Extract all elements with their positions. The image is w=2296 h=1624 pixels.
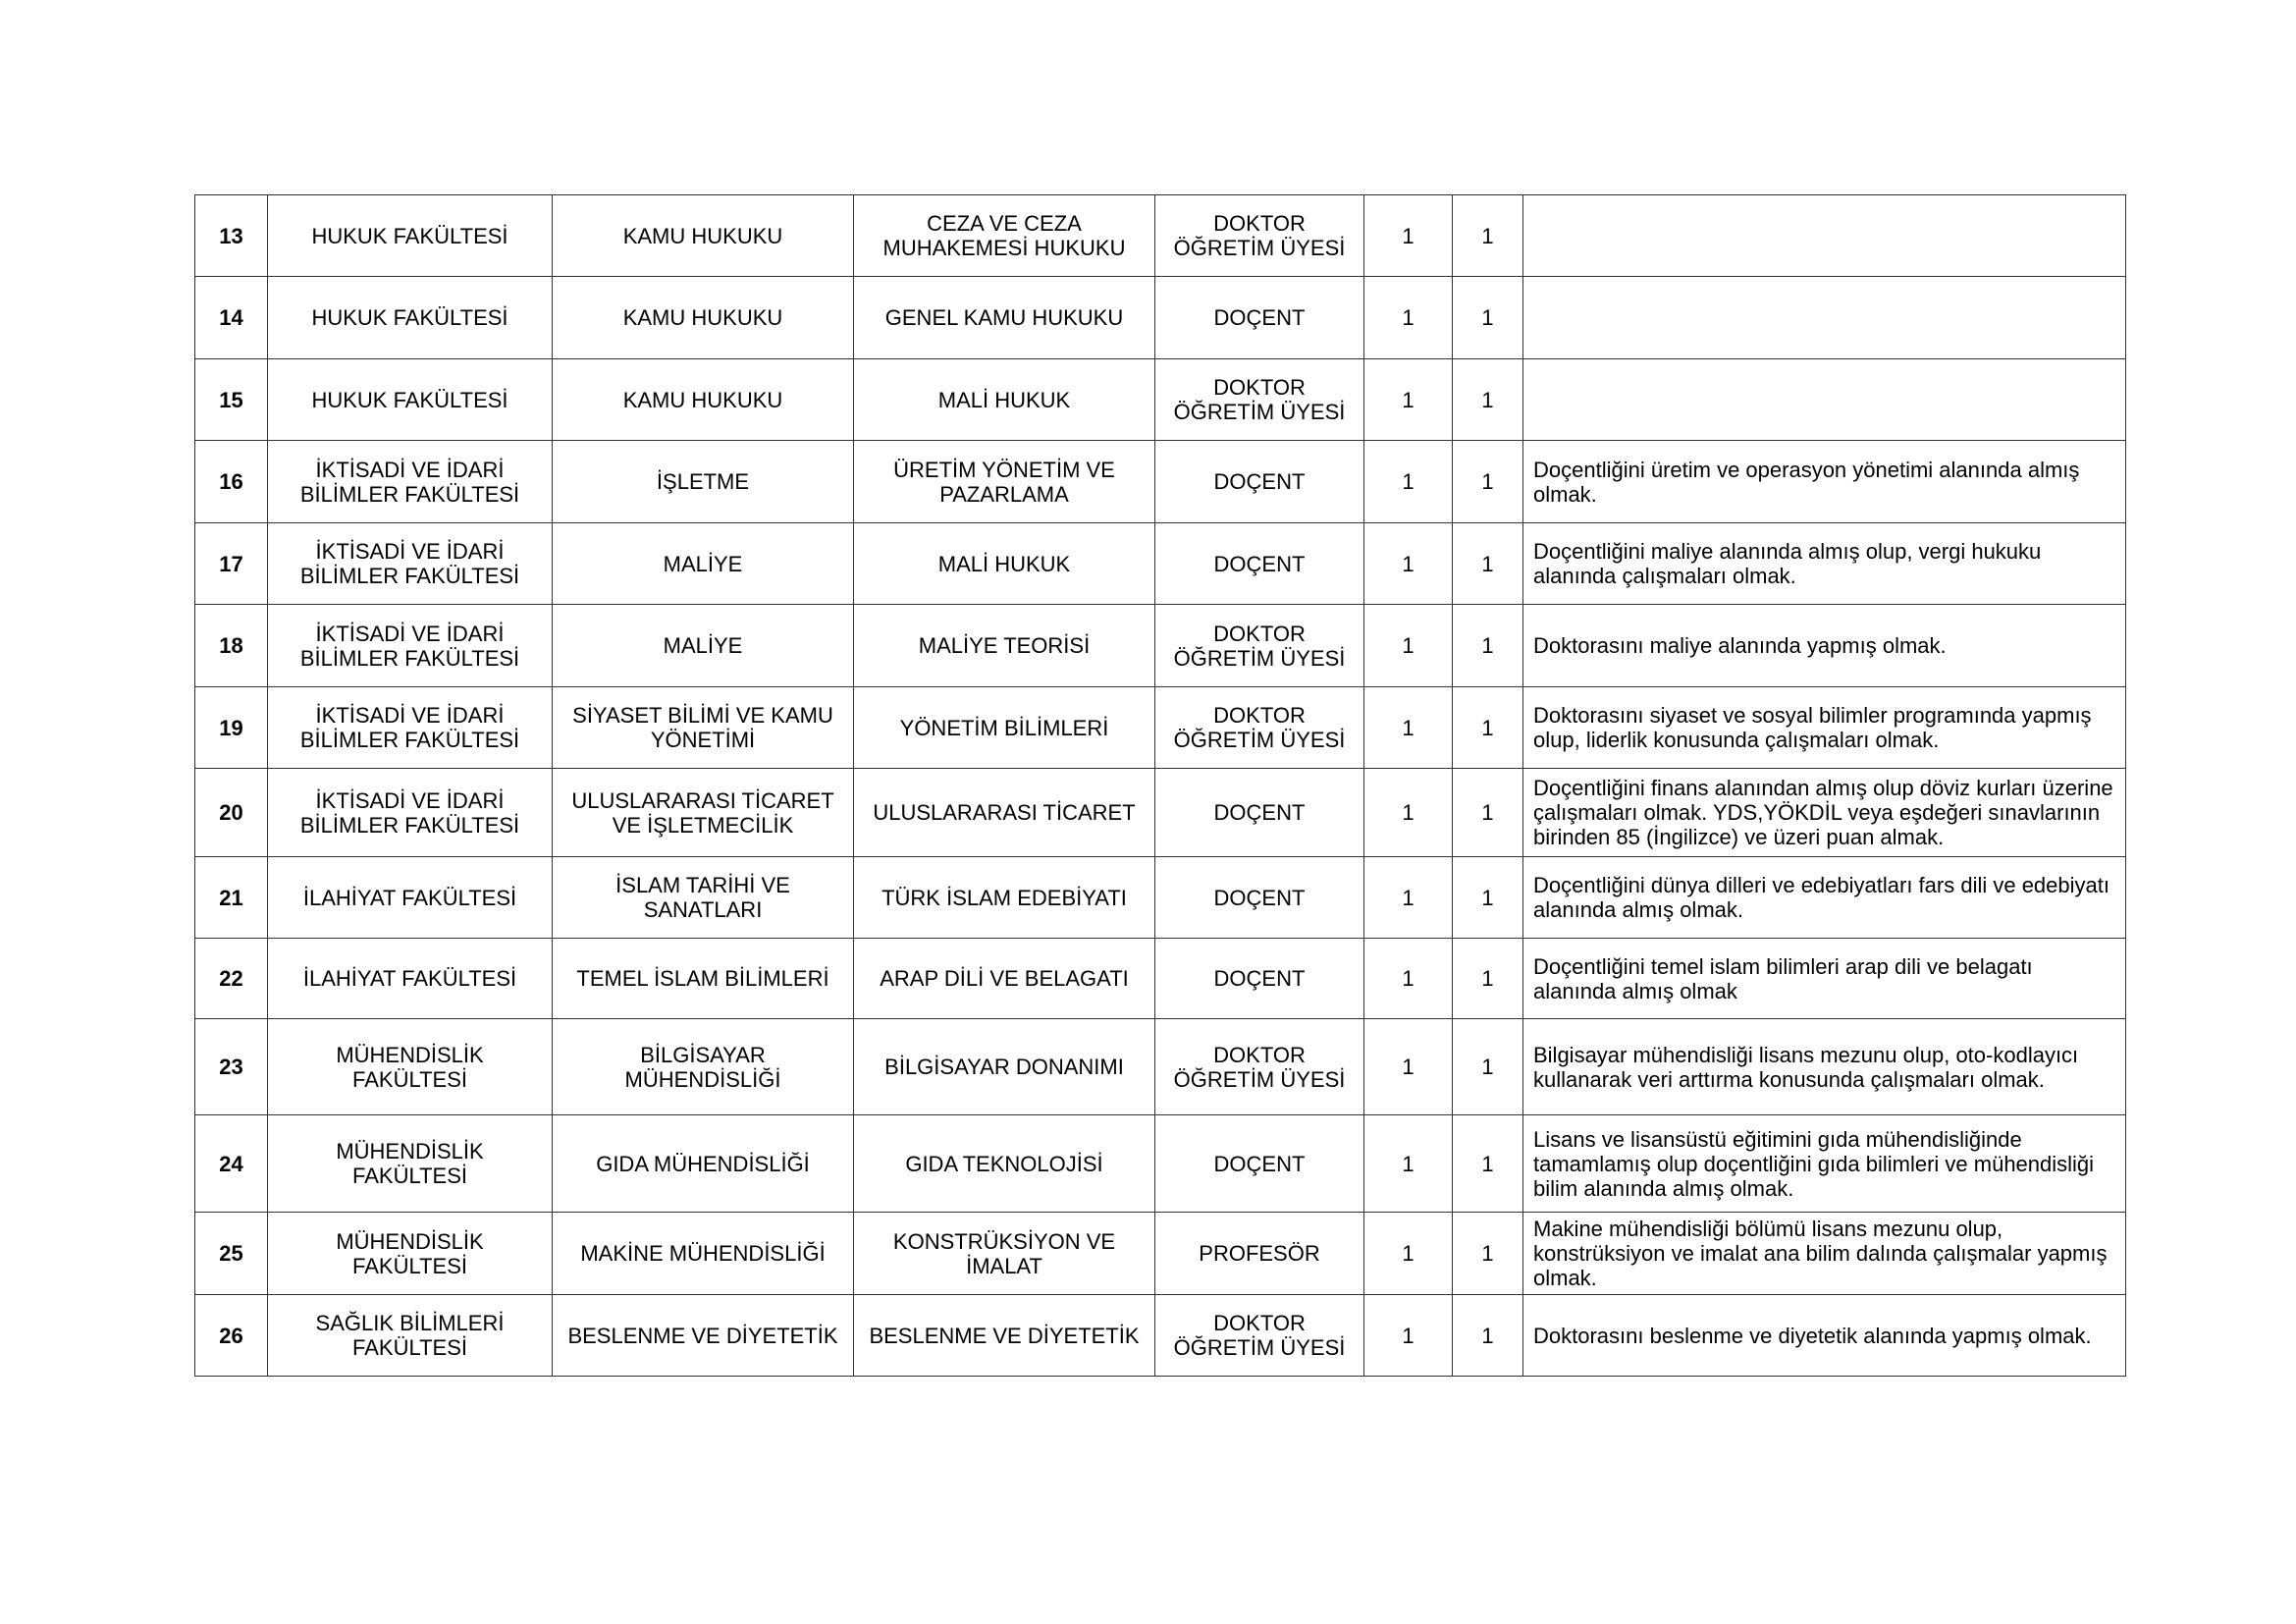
faculty-cell: SAĞLIK BİLİMLERİ FAKÜLTESİ xyxy=(268,1295,553,1377)
field-cell: ULUSLARARASI TİCARET xyxy=(854,769,1155,857)
department-cell: SİYASET BİLİMİ VE KAMU YÖNETİMİ xyxy=(553,687,854,769)
table-row xyxy=(195,1019,2126,1115)
row-number: 20 xyxy=(195,769,268,857)
field-cell: MALİYE TEORİSİ xyxy=(854,605,1155,687)
academic-title-cell: DOKTOR ÖĞRETİM ÜYESİ xyxy=(1155,1019,1364,1115)
requirements-cell xyxy=(1523,359,2126,441)
field-cell: GENEL KAMU HUKUKU xyxy=(854,277,1155,359)
quota-cell: 1 xyxy=(1453,857,1523,939)
quota-cell: 1 xyxy=(1453,939,1523,1019)
row-number: 16 xyxy=(195,441,268,523)
table-row xyxy=(195,1213,2126,1295)
position-count-cell: 1 xyxy=(1364,1295,1453,1377)
staff-positions-table xyxy=(194,194,2126,1377)
quota-cell: 1 xyxy=(1453,1019,1523,1115)
department-cell: BESLENME VE DİYETETİK xyxy=(553,1295,854,1377)
academic-title-cell: DOÇENT xyxy=(1155,277,1364,359)
table-row xyxy=(195,939,2126,1019)
requirements-cell: Bilgisayar mühendisliği lisans mezunu olup, oto-kodlayıcı kullanarak veri arttırma konusunda çalışmaları olmak. xyxy=(1523,1019,2126,1115)
table-row xyxy=(195,277,2126,359)
position-count-cell: 1 xyxy=(1364,769,1453,857)
quota-cell: 1 xyxy=(1453,1115,1523,1213)
academic-title-cell: DOKTOR ÖĞRETİM ÜYESİ xyxy=(1155,1295,1364,1377)
academic-title-cell: DOÇENT xyxy=(1155,769,1364,857)
row-number: 13 xyxy=(195,195,268,277)
requirements-cell: Makine mühendisliği bölümü lisans mezunu olup, konstrüksiyon ve imalat ana bilim dalında çalışmalar yapmış olmak. xyxy=(1523,1213,2126,1295)
faculty-cell: HUKUK FAKÜLTESİ xyxy=(268,195,553,277)
quota-cell: 1 xyxy=(1453,359,1523,441)
faculty-cell: HUKUK FAKÜLTESİ xyxy=(268,359,553,441)
row-number: 14 xyxy=(195,277,268,359)
requirements-cell: Lisans ve lisansüstü eğitimini gıda mühendisliğinde tamamlamış olup doçentliğini gıda bilimleri ve mühendisliği bilim alanında almış olmak. xyxy=(1523,1115,2126,1213)
department-cell: GIDA MÜHENDİSLİĞİ xyxy=(553,1115,854,1213)
requirements-cell xyxy=(1523,277,2126,359)
position-count-cell: 1 xyxy=(1364,605,1453,687)
row-number: 24 xyxy=(195,1115,268,1213)
field-cell: YÖNETİM BİLİMLERİ xyxy=(854,687,1155,769)
faculty-cell: MÜHENDİSLİK FAKÜLTESİ xyxy=(268,1213,553,1295)
faculty-cell: İLAHİYAT FAKÜLTESİ xyxy=(268,857,553,939)
table-row xyxy=(195,605,2126,687)
position-count-cell: 1 xyxy=(1364,857,1453,939)
academic-title-cell: DOÇENT xyxy=(1155,939,1364,1019)
academic-title-cell: DOÇENT xyxy=(1155,441,1364,523)
quota-cell: 1 xyxy=(1453,277,1523,359)
department-cell: MALİYE xyxy=(553,605,854,687)
table-row xyxy=(195,857,2126,939)
department-cell: MALİYE xyxy=(553,523,854,605)
field-cell: ÜRETİM YÖNETİM VE PAZARLAMA xyxy=(854,441,1155,523)
row-number: 26 xyxy=(195,1295,268,1377)
quota-cell: 1 xyxy=(1453,1295,1523,1377)
row-number: 15 xyxy=(195,359,268,441)
position-count-cell: 1 xyxy=(1364,441,1453,523)
row-number: 21 xyxy=(195,857,268,939)
faculty-cell: İLAHİYAT FAKÜLTESİ xyxy=(268,939,553,1019)
quota-cell: 1 xyxy=(1453,1213,1523,1295)
requirements-cell: Doktorasını maliye alanında yapmış olmak. xyxy=(1523,605,2126,687)
academic-title-cell: DOKTOR ÖĞRETİM ÜYESİ xyxy=(1155,687,1364,769)
position-count-cell: 1 xyxy=(1364,195,1453,277)
academic-title-cell: DOÇENT xyxy=(1155,523,1364,605)
quota-cell: 1 xyxy=(1453,523,1523,605)
academic-title-cell: PROFESÖR xyxy=(1155,1213,1364,1295)
faculty-cell: İKTİSADİ VE İDARİ BİLİMLER FAKÜLTESİ xyxy=(268,523,553,605)
field-cell: ARAP DİLİ VE BELAGATI xyxy=(854,939,1155,1019)
academic-title-cell: DOÇENT xyxy=(1155,857,1364,939)
department-cell: MAKİNE MÜHENDİSLİĞİ xyxy=(553,1213,854,1295)
position-count-cell: 1 xyxy=(1364,1213,1453,1295)
requirements-cell: Doçentliğini temel islam bilimleri arap dili ve belagatı alanında almış olmak xyxy=(1523,939,2126,1019)
table-row xyxy=(195,441,2126,523)
field-cell: TÜRK İSLAM EDEBİYATI xyxy=(854,857,1155,939)
position-count-cell: 1 xyxy=(1364,359,1453,441)
requirements-cell xyxy=(1523,195,2126,277)
quota-cell: 1 xyxy=(1453,769,1523,857)
row-number: 18 xyxy=(195,605,268,687)
department-cell: KAMU HUKUKU xyxy=(553,359,854,441)
row-number: 17 xyxy=(195,523,268,605)
faculty-cell: İKTİSADİ VE İDARİ BİLİMLER FAKÜLTESİ xyxy=(268,441,553,523)
requirements-cell: Doçentliğini maliye alanında almış olup, vergi hukuku alanında çalışmaları olmak. xyxy=(1523,523,2126,605)
quota-cell: 1 xyxy=(1453,441,1523,523)
department-cell: KAMU HUKUKU xyxy=(553,277,854,359)
faculty-cell: HUKUK FAKÜLTESİ xyxy=(268,277,553,359)
academic-title-cell: DOKTOR ÖĞRETİM ÜYESİ xyxy=(1155,605,1364,687)
table-row xyxy=(195,359,2126,441)
academic-title-cell: DOKTOR ÖĞRETİM ÜYESİ xyxy=(1155,195,1364,277)
position-count-cell: 1 xyxy=(1364,523,1453,605)
position-count-cell: 1 xyxy=(1364,687,1453,769)
faculty-cell: MÜHENDİSLİK FAKÜLTESİ xyxy=(268,1115,553,1213)
field-cell: GIDA TEKNOLOJİSİ xyxy=(854,1115,1155,1213)
faculty-cell: İKTİSADİ VE İDARİ BİLİMLER FAKÜLTESİ xyxy=(268,687,553,769)
row-number: 19 xyxy=(195,687,268,769)
field-cell: KONSTRÜKSİYON VE İMALAT xyxy=(854,1213,1155,1295)
table-row xyxy=(195,195,2126,277)
quota-cell: 1 xyxy=(1453,687,1523,769)
department-cell: KAMU HUKUKU xyxy=(553,195,854,277)
position-count-cell: 1 xyxy=(1364,1019,1453,1115)
table-row xyxy=(195,1295,2126,1377)
table-row xyxy=(195,523,2126,605)
requirements-cell: Doktorasını siyaset ve sosyal bilimler programında yapmış olup, liderlik konusunda çalışmaları olmak. xyxy=(1523,687,2126,769)
requirements-cell: Doçentliğini üretim ve operasyon yönetimi alanında almış olmak. xyxy=(1523,441,2126,523)
department-cell: İSLAM TARİHİ VE SANATLARI xyxy=(553,857,854,939)
field-cell: CEZA VE CEZA MUHAKEMESİ HUKUKU xyxy=(854,195,1155,277)
requirements-cell: Doktorasını beslenme ve diyetetik alanında yapmış olmak. xyxy=(1523,1295,2126,1377)
table-row xyxy=(195,769,2126,857)
department-cell: İŞLETME xyxy=(553,441,854,523)
position-count-cell: 1 xyxy=(1364,1115,1453,1213)
faculty-cell: İKTİSADİ VE İDARİ BİLİMLER FAKÜLTESİ xyxy=(268,605,553,687)
row-number: 25 xyxy=(195,1213,268,1295)
academic-title-cell: DOÇENT xyxy=(1155,1115,1364,1213)
faculty-cell: MÜHENDİSLİK FAKÜLTESİ xyxy=(268,1019,553,1115)
department-cell: ULUSLARARASI TİCARET VE İŞLETMECİLİK xyxy=(553,769,854,857)
requirements-cell: Doçentliğini dünya dilleri ve edebiyatları fars dili ve edebiyatı alanında almış olmak. xyxy=(1523,857,2126,939)
table-row xyxy=(195,1115,2126,1213)
field-cell: MALİ HUKUK xyxy=(854,359,1155,441)
table-row xyxy=(195,687,2126,769)
department-cell: TEMEL İSLAM BİLİMLERİ xyxy=(553,939,854,1019)
requirements-cell: Doçentliğini finans alanından almış olup döviz kurları üzerine çalışmaları olmak. YDS,YÖKDİL veya eşdeğeri sınavlarının birinden 85 (İngilizce) ve üzeri puan almak. xyxy=(1523,769,2126,857)
field-cell: BİLGİSAYAR DONANIMI xyxy=(854,1019,1155,1115)
position-count-cell: 1 xyxy=(1364,277,1453,359)
department-cell: BİLGİSAYAR MÜHENDİSLİĞİ xyxy=(553,1019,854,1115)
quota-cell: 1 xyxy=(1453,605,1523,687)
field-cell: BESLENME VE DİYETETİK xyxy=(854,1295,1155,1377)
faculty-cell: İKTİSADİ VE İDARİ BİLİMLER FAKÜLTESİ xyxy=(268,769,553,857)
field-cell: MALİ HUKUK xyxy=(854,523,1155,605)
table-body xyxy=(195,195,2126,1377)
quota-cell: 1 xyxy=(1453,195,1523,277)
row-number: 23 xyxy=(195,1019,268,1115)
row-number: 22 xyxy=(195,939,268,1019)
academic-title-cell: DOKTOR ÖĞRETİM ÜYESİ xyxy=(1155,359,1364,441)
position-count-cell: 1 xyxy=(1364,939,1453,1019)
